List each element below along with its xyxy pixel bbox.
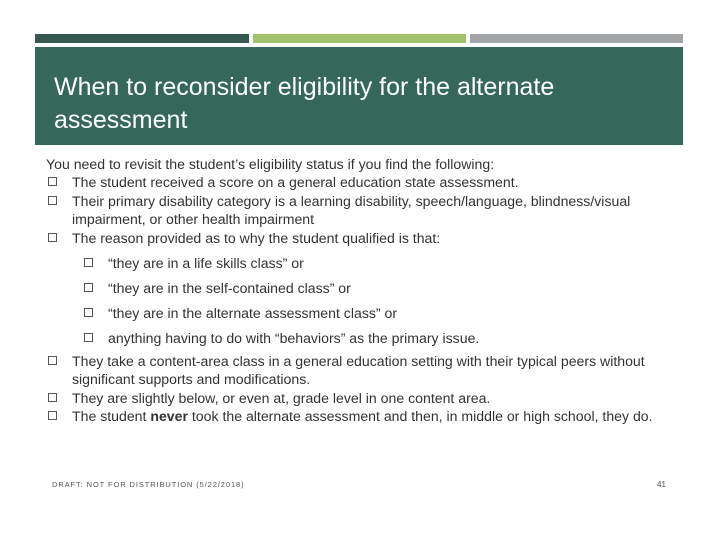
bullet-item xyxy=(46,173,676,191)
bullet-item xyxy=(46,352,676,389)
footer-draft-notice: DRAFT: NOT FOR DISTRIBUTION (5/22/2018) xyxy=(52,480,245,489)
sub-bullet-item xyxy=(46,329,676,347)
sub-bullet-item xyxy=(46,254,676,272)
bullet-text: They take a content-area class in a general education setting with their typical peers without significant supports and modifications. xyxy=(72,353,645,388)
checkbox-bullet-icon xyxy=(84,283,93,292)
bullet-text-before: The student xyxy=(72,408,151,425)
checkbox-bullet-icon xyxy=(48,356,57,365)
checkbox-bullet-icon xyxy=(84,258,93,267)
bullet-item xyxy=(46,389,676,407)
bullet-text: The student received a score on a general education state assessment. xyxy=(72,174,519,191)
checkbox-bullet-icon xyxy=(84,333,93,342)
bullet-item xyxy=(46,229,676,247)
bullet-text: Their primary disability category is a learning disability, speech/language, blindness/visual impairment, or other health impairment xyxy=(72,192,631,228)
slide-title: When to reconsider eligibility for the alternate assessment xyxy=(54,73,555,134)
bullet-text-after: took the alternate assessment and then, in middle or high school, they do. xyxy=(187,408,653,425)
checkbox-bullet-icon xyxy=(48,411,57,420)
page-number: 41 xyxy=(657,480,666,489)
sub-bullet-item xyxy=(46,304,676,322)
checkbox-bullet-icon xyxy=(48,233,57,242)
title-band xyxy=(35,47,683,145)
sub-bullet-text: “they are in the self-contained class” or xyxy=(108,279,351,296)
accent-bar-green xyxy=(253,34,466,43)
checkbox-bullet-icon xyxy=(84,308,93,317)
bullet-text: They are slightly below, or even at, grade level in one content area. xyxy=(72,389,491,406)
sub-bullet-text: “they are in the alternate assessment class” or xyxy=(108,304,398,321)
sub-bullet-item xyxy=(46,279,676,297)
intro-text: You need to revisit the student’s eligibility status if you find the following: xyxy=(46,156,495,172)
accent-bar-gray xyxy=(470,34,683,43)
accent-bar-dark xyxy=(35,34,249,43)
slide-body xyxy=(46,155,676,426)
checkbox-bullet-icon xyxy=(48,393,57,402)
bullet-emphasis: never xyxy=(150,408,188,425)
sub-bullet-text: “they are in a life skills class” or xyxy=(108,254,304,271)
checkbox-bullet-icon xyxy=(48,177,57,186)
bullet-item xyxy=(46,192,676,229)
sub-bullet-text: anything having to do with “behaviors” as the primary issue. xyxy=(108,329,480,346)
bullet-text: The reason provided as to why the student qualified is that: xyxy=(72,229,441,246)
checkbox-bullet-icon xyxy=(48,196,57,205)
bullet-item xyxy=(46,407,676,425)
sub-bullet-list xyxy=(46,254,676,347)
